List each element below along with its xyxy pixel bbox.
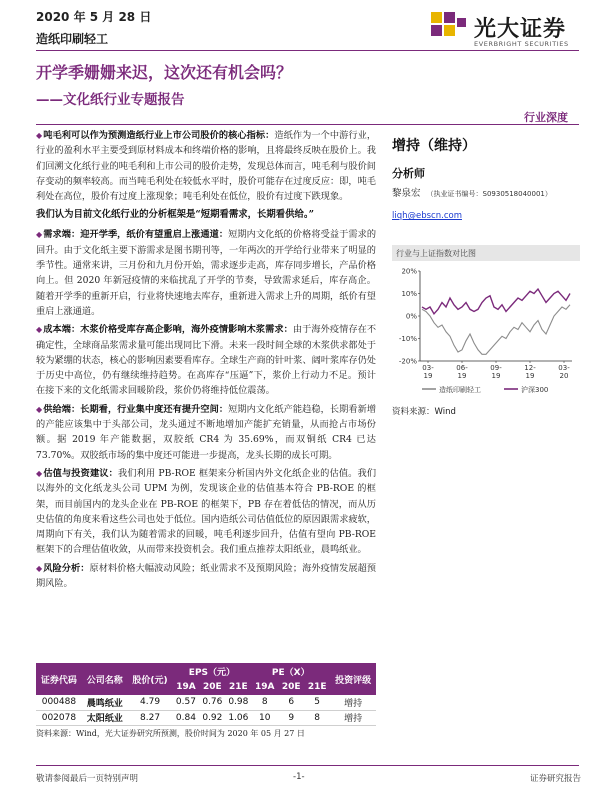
diamond-bullet-icon: ◆ <box>36 325 43 335</box>
x-tick-label: 06- <box>456 364 468 372</box>
col-year: 19A <box>251 679 278 695</box>
x-tick-label-year: 20 <box>559 372 569 380</box>
cell-price: 4.79 <box>128 695 173 710</box>
diamond-bullet-icon: ◆ <box>36 131 43 140</box>
cell-pe: 9 <box>278 710 304 725</box>
header-divider <box>36 50 579 51</box>
cell-pe: 8 <box>304 710 330 725</box>
framework-thesis: 我们认为目前文化纸行业的分析框架是“短期看需求，长期看供给。” <box>36 209 314 221</box>
paragraph-lead: 需求端：迎开学季，纸价有望重启上涨通道： <box>43 229 229 241</box>
col-header-rating: 投资评级 <box>330 663 376 695</box>
report-body <box>36 128 376 594</box>
diamond-bullet-icon: ◆ <box>36 563 43 573</box>
cell-pe: 5 <box>304 695 330 710</box>
table-row <box>36 710 376 725</box>
y-tick-label: -10% <box>398 335 417 343</box>
chart-title: 行业与上证指数对比图 <box>392 245 580 261</box>
table-row <box>36 695 376 710</box>
cell-rating: 增持 <box>330 695 376 710</box>
analyst-certificate: （执业证书编号：S0930518040001） <box>426 190 552 198</box>
cell-rating: 增持 <box>330 710 376 725</box>
sector-label: 造纸印刷轻工 <box>36 32 109 46</box>
col-year: 21E <box>225 679 251 695</box>
cell-code: 000488 <box>36 695 82 710</box>
diamond-bullet-icon: ◆ <box>36 404 43 414</box>
x-tick-label: 03- <box>558 364 570 372</box>
index-comparison-chart <box>392 245 580 417</box>
cell-code: 002078 <box>36 710 82 725</box>
paragraph-text: 短期内文化纸产能趋稳，长期看新增的产能应该集中于头部公司，龙头通过不断地增加产能扩充销量，从而抢占市场份额。据 2019 年产能数据，双胶纸 CR4 为 35.69%，而双铜纸 CR4 已达 73.70%。双胶纸市场的集中度还可能进一步提高，龙头长期的成长可期。 <box>36 403 377 461</box>
paragraph-risk <box>36 561 376 592</box>
chart-source: 资料来源：Wind <box>392 407 456 417</box>
logo-chinese-name: 光大证券 <box>474 16 567 42</box>
paragraph-text: 由于海外疫情存在不确定性，全球商品浆需求量可能出现同比下滑。未来一段时间全球的木浆供求都处于较为紧绷的状态，核心的影响因素要看库存。全球生产商的针叶浆、阔叶浆库存仍处于历史中高位，仍有继续维持趋势。在高库存“压逼”下，浆价上行动力不足。预计在接下来的文化纸需求回暖阶段，浆价仍将维持低位震荡。 <box>36 324 377 397</box>
report-date: 2020 年 5 月 28 日 <box>36 10 152 24</box>
series-line-2 <box>422 289 570 314</box>
col-header-code: 证券代码 <box>36 663 82 695</box>
x-tick-label-year: 19 <box>525 372 535 380</box>
x-tick-label-year: 19 <box>423 372 433 380</box>
cell-pe: 10 <box>251 710 278 725</box>
diamond-bullet-icon: ◆ <box>36 230 43 240</box>
cell-company: 晨鸣纸业 <box>82 695 128 710</box>
cell-eps: 0.92 <box>199 710 225 725</box>
y-tick-label: -20% <box>398 357 417 366</box>
paragraph-text: 我们利用 PB-ROE 框架来分析国内外文化纸企业的估值。我们以海外的文化纸龙头公司 UPM 为例，发现该企业的估值基本符合 PB-ROE 的框架，而目前国内的龙头企业在 PB-ROE 的框架下，PB 存在着低估的情况，而从历史估值的角度来看这些公司也处于低位。国内造纸公司估值低位的原因跟需求疲软，周期向下有关，我们认为随着需求的回暖，吨毛利逐步回升，估值有望向 PB-ROE 框架下的合理估值收敛，从而带来投资机会。我们重点推荐太阳纸业，晨鸣纸业。 <box>36 467 377 556</box>
cell-pe: 6 <box>278 695 304 710</box>
paragraph-lead: 供给端：长期看，行业集中度还有提升空间： <box>43 403 229 415</box>
paragraph-lead: 成本端：木浆价格受库存高企影响，海外疫情影响木浆需求： <box>43 324 293 336</box>
analyst-email-link[interactable]: liqh@ebscn.com <box>392 211 462 221</box>
x-tick-label: 12- <box>524 364 536 372</box>
table-header-row <box>36 663 376 679</box>
sidebar <box>392 130 580 417</box>
page-number: -1- <box>293 772 305 782</box>
x-tick-label-year: 19 <box>457 372 467 380</box>
cell-eps: 0.76 <box>199 695 225 710</box>
logo-mark-icon <box>428 8 472 46</box>
col-header-eps: EPS（元） <box>173 663 252 679</box>
paragraph-text: 造纸作为一个中游行业，行业的盈利水平主要受到原材料成本和终端价格的影响，且将最终反映在股价上。我们回溯文化纸行业的吨毛利和上市公司的股价走势，发现总体而言，吨毛利与股价间存变动的频率较高。而当吨毛利处在较低水平时，股价可能存在过度反应：即，吨毛利处在高位，股价有过度上涨现象；吨毛利处在低位，股价有过度下跌现象。 <box>36 130 377 203</box>
legend-label-1: 造纸印刷轻工 <box>439 386 481 394</box>
col-year: 21E <box>304 679 330 695</box>
company-logo <box>428 8 578 54</box>
y-tick-label: 20% <box>401 267 417 276</box>
analyst-heading: 分析师 <box>392 167 425 180</box>
x-tick-label-year: 19 <box>491 372 501 380</box>
footer-disclaimer: 敬请参阅最后一页特别声明 <box>36 774 139 784</box>
report-title: 开学季姗姗来迟，这次还有机会吗？ <box>36 63 293 82</box>
col-header-pe: PE（X） <box>251 663 330 679</box>
cell-eps: 0.84 <box>173 710 200 725</box>
legend-label-2: 沪深300 <box>521 386 549 394</box>
logo-english-name: EVERBRIGHT SECURITIES <box>474 40 569 48</box>
paragraph-valuation <box>36 466 376 558</box>
report-type-label: 行业深度 <box>524 111 568 124</box>
paragraph-text: 原材料价格大幅波动风险；纸业需求不及预期风险；海外疫情发展超预期风险。 <box>36 562 377 590</box>
cell-eps: 0.57 <box>173 695 200 710</box>
investment-rating: 增持（维持） <box>392 138 476 154</box>
table-source-note: 资料来源：Wind，光大证券研究所预测，股价时间为 2020 年 05 月 27 日 <box>36 729 305 738</box>
cell-price: 8.27 <box>128 710 173 725</box>
paragraph-lead: 吨毛利可以作为预测造纸行业上市公司股价的核心指标： <box>43 130 275 141</box>
cell-eps: 0.98 <box>225 695 251 710</box>
paragraph-demand <box>36 227 376 319</box>
footer-divider <box>36 765 579 766</box>
footer-report-label: 证券研究报告 <box>530 774 582 784</box>
analyst-name: 黎泉宏 <box>392 188 421 199</box>
col-header-price: 股价(元) <box>128 663 173 695</box>
paragraph-supply <box>36 402 376 463</box>
diamond-bullet-icon: ◆ <box>36 468 43 478</box>
earnings-forecast-table <box>36 663 376 726</box>
paragraph-lead: 风险分析： <box>43 562 90 574</box>
paragraph-text: 短期内文化纸的价格将受益于需求的回升。由于文化纸主要下游需求是图书期刊等，一年两次的开学给行业带来了明显的季节性。通常来讲，三月份和九月份开始，需求逐步走高，库存同步增长，产品价格向上。但 2020 年新冠疫情的来临扰乱了开学的节奏，导致需求延后，库存高企。随着开学季的重新开启，行业将快速地去库存，重新进入需求上升的周期，纸价有望重启上涨通道。 <box>36 229 377 317</box>
line-chart <box>392 261 580 401</box>
paragraph-lead: 估值与投资建议： <box>43 467 118 479</box>
y-tick-label: 10% <box>401 290 417 298</box>
col-year: 20E <box>278 679 304 695</box>
col-year: 19A <box>173 679 200 695</box>
y-tick-label: 0% <box>405 312 417 321</box>
cell-company: 太阳纸业 <box>82 710 128 725</box>
series-line-1 <box>422 305 570 355</box>
paragraph-gross-margin <box>36 128 376 204</box>
report-subtitle: ——文化纸行业专题报告 <box>36 92 185 108</box>
x-tick-label: 03- <box>422 364 434 372</box>
x-tick-label: 09- <box>490 364 502 372</box>
cell-eps: 1.06 <box>225 710 251 725</box>
col-header-company: 公司名称 <box>82 663 128 695</box>
analyst-info <box>392 185 580 199</box>
col-year: 20E <box>199 679 225 695</box>
paragraph-cost <box>36 322 376 398</box>
title-divider <box>36 124 579 125</box>
cell-pe: 8 <box>251 695 278 710</box>
